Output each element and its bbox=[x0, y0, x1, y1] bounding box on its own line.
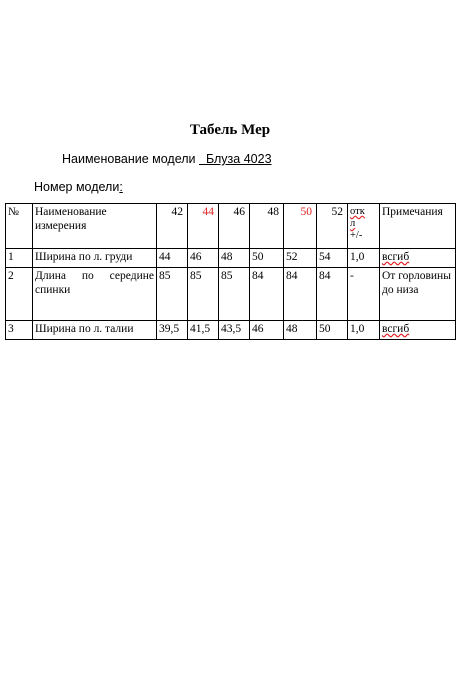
table-row bbox=[6, 321, 456, 340]
model-number-label: Номер модели bbox=[34, 180, 120, 194]
row-value-46: 43,5 bbox=[219, 321, 250, 340]
header-tolerance bbox=[348, 204, 380, 249]
header-size-42: 42 bbox=[157, 204, 188, 249]
measurements-table bbox=[5, 203, 456, 340]
row-note: От горловины до низа bbox=[380, 268, 456, 321]
row-value-50: 84 bbox=[284, 268, 317, 321]
row-value-48: 84 bbox=[250, 268, 284, 321]
row-tolerance: - bbox=[348, 268, 380, 321]
row-value-52: 50 bbox=[317, 321, 348, 340]
row-note-text: всгиб bbox=[382, 323, 410, 335]
row-value-48: 46 bbox=[250, 321, 284, 340]
row-value-46: 48 bbox=[219, 249, 250, 268]
row-note bbox=[380, 249, 456, 268]
header-notes: Примечания bbox=[380, 204, 456, 249]
row-measurement-name: Ширина по л. груди bbox=[33, 249, 157, 268]
model-number-colon: : bbox=[119, 180, 123, 194]
row-measurement-name: Ширина по л. талии bbox=[33, 321, 157, 340]
header-measurement-name: Наименование измерения bbox=[33, 204, 157, 249]
model-name-value: Блуза 4023 bbox=[205, 152, 272, 166]
row-value-46: 85 bbox=[219, 268, 250, 321]
model-number-line bbox=[34, 180, 123, 194]
header-tolerance-line3: +/- bbox=[350, 230, 363, 242]
row-tolerance: 1,0 bbox=[348, 249, 380, 268]
row-value-42: 44 bbox=[157, 249, 188, 268]
table-row bbox=[6, 268, 456, 321]
header-size-48: 48 bbox=[250, 204, 284, 249]
row-note-text: всгиб bbox=[382, 251, 410, 263]
header-size-44: 44 bbox=[188, 204, 219, 249]
document-title: Табель Мер bbox=[189, 122, 271, 138]
row-value-50: 48 bbox=[284, 321, 317, 340]
header-tolerance-line1: отк bbox=[350, 206, 365, 217]
row-value-42: 85 bbox=[157, 268, 188, 321]
header-size-52: 52 bbox=[317, 204, 348, 249]
table-header-row bbox=[6, 204, 456, 249]
row-measurement-name: Длина по середине спинки bbox=[33, 268, 157, 321]
row-number: 2 bbox=[6, 268, 33, 321]
table-row bbox=[6, 249, 456, 268]
header-size-50: 50 bbox=[284, 204, 317, 249]
row-value-44: 41,5 bbox=[188, 321, 219, 340]
header-number: № bbox=[6, 204, 33, 249]
row-value-48: 50 bbox=[250, 249, 284, 268]
row-number: 3 bbox=[6, 321, 33, 340]
header-tolerance-line2: л bbox=[350, 218, 356, 230]
row-note bbox=[380, 321, 456, 340]
row-value-44: 46 bbox=[188, 249, 219, 268]
row-value-44: 85 bbox=[188, 268, 219, 321]
header-size-46: 46 bbox=[219, 204, 250, 249]
row-value-52: 54 bbox=[317, 249, 348, 268]
row-tolerance: 1,0 bbox=[348, 321, 380, 340]
model-name-line bbox=[62, 152, 272, 166]
row-value-50: 52 bbox=[284, 249, 317, 268]
row-number: 1 bbox=[6, 249, 33, 268]
row-value-52: 84 bbox=[317, 268, 348, 321]
row-value-42: 39,5 bbox=[157, 321, 188, 340]
model-name-label: Наименование модели bbox=[62, 152, 196, 166]
